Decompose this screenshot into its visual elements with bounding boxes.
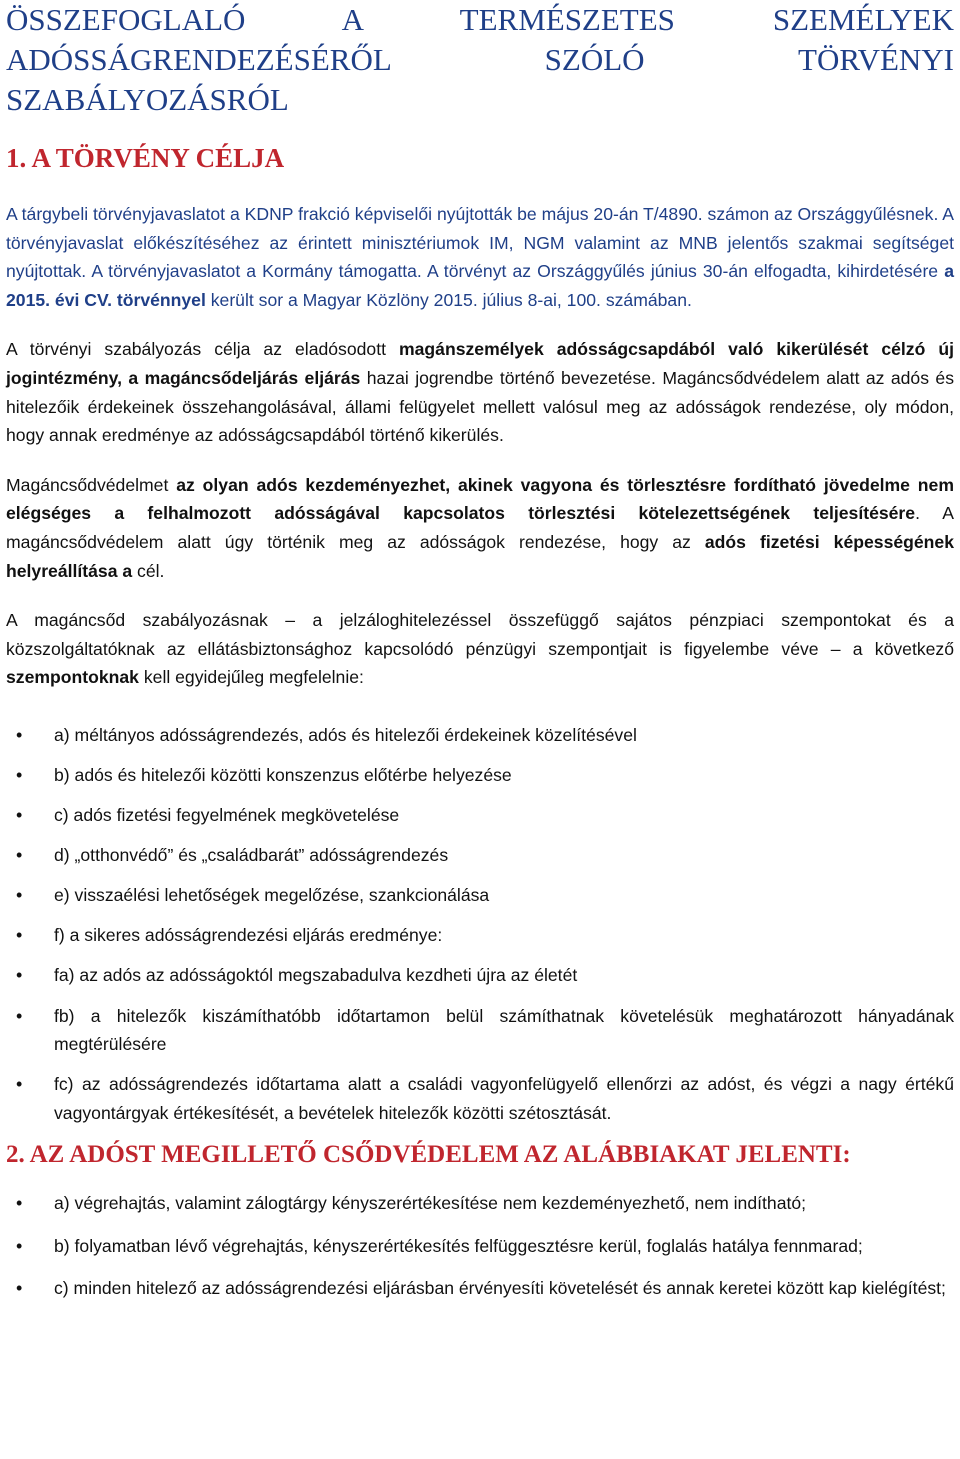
document-title-line-2: ADÓSSÁGRENDEZÉSÉRŐL SZÓLÓ TÖRVÉNYI (6, 42, 954, 77)
bullet-icon: • (16, 1278, 23, 1299)
list-item: • fb) a hitelezők kiszámíthatóbb időtartamon belül számíthatnak követelésük meghatározott hányadának megtérülésére (6, 1002, 954, 1059)
list-item: • c) adós fizetési fegyelmének megkövetelése (6, 801, 954, 830)
bullet-icon: • (16, 1074, 23, 1095)
section-heading-2: 2. AZ ADÓST MEGILLETŐ CSŐDVÉDELEM AZ ALÁBBIAKAT JELENTI: (6, 1140, 851, 1168)
bullet-icon: • (16, 885, 23, 906)
bullet-icon: • (16, 1192, 23, 1213)
paragraph-law-history: A tárgybeli törvényjavaslatot a KDNP frakció képviselői nyújtották be május 20-án T/4890. számon az Országgyűlésnek. A törvényjavaslat előkészítéséhez az érintett minisztériumok IM, NGM valamint az MNB jelentős szakmai segítséget nyújtottak. A törvényjavaslatot a Kormány támogatta. A törvényt az Országgyűlés június 30-án elfogadta, kihirdetésére a 2015. évi CV. törvénnyel került sor a Magyar Közlöny 2015. július 8-ai, 100. számában. (6, 204, 954, 310)
bullet-icon: • (16, 965, 23, 986)
bullet-icon: • (16, 925, 23, 946)
list-item: • a) végrehajtás, valamint zálogtárgy kényszerértékesítése nem kezdeményezhető, nem indítható; (6, 1189, 954, 1218)
paragraph-purpose: A törvényi szabályozás célja az eladósodott magánszemélyek adósságcsapdából való kikerülését célzó új jogintézmény, a magáncsődeljárás eljárás hazai jogrendbe történő bevezetése. Magáncsődvédelem alatt az adós és hitelezőik érdekeinek összehangolásával, állami felügyelet mellett valósul meg az adósságok rendezése, oly módon, hogy annak eredménye az adósságcsapdából történő kikerülés. (6, 339, 954, 446)
section-heading-1: 1. A TÖRVÉNY CÉLJA (6, 143, 285, 173)
paragraph-eligibility: Magáncsődvédelmet az olyan adós kezdeményezhet, akinek vagyona és törlesztésre fordítható jövedelme nem elégséges a felhalmozott adósságával kapcsolatos törlesztési kötelezettségének teljesítésére. A magáncsődvédelem alatt úgy történik meg az adósságok rendezése, hogy az adós fizetési képességének helyreállítása a cél. (6, 474, 954, 581)
list-item: • b) folyamatban lévő végrehajtás, kényszerértékesítés felfüggesztésre kerül, foglalás hatálya fennmarad; (6, 1232, 954, 1261)
list-item: • b) adós és hitelezői közötti konszenzus előtérbe helyezése (6, 761, 954, 790)
bullet-icon: • (16, 765, 23, 785)
list-item: • fc) az adósságrendezés időtartama alatt a családi vagyonfelügyelő ellenőrzi az adóst, és végzi a nagy értékű vagyontárgyak értékesítését, a bevételek hitelezők közötti szétosztását. (6, 1070, 954, 1127)
bullet-icon: • (16, 1005, 23, 1026)
list-item: • f) a sikeres adósságrendezési eljárás eredménye: (6, 921, 954, 950)
bullet-icon: • (16, 724, 23, 745)
bullet-icon: • (16, 845, 23, 866)
list-item: • d) „otthonvédő” és „családbarát” adósságrendezés (6, 841, 954, 870)
document-title-line-1: ÖSSZEFOGLALÓ A TERMÉSZETES SZEMÉLYEK (6, 2, 954, 37)
criteria-list (6, 721, 954, 1128)
list-item: • e) visszaélési lehetőségek megelőzése, szankcionálása (6, 881, 954, 910)
protection-list (6, 1189, 954, 1303)
document-title-line-3: SZABÁLYOZÁSRÓL (6, 82, 289, 117)
list-item: • c) minden hitelező az adósságrendezési eljárásban érvényesíti követelését és annak keretei között kap kielégítést; (6, 1274, 954, 1303)
paragraph-criteria-intro: A magáncsőd szabályozásnak – a jelzáloghitelezéssel összefüggő sajátos pénzpiaci szempontokat és a közszolgáltatóknak az ellátásbiztonsághoz kapcsolódó pénzügyi szempontjait is figyelembe véve – a következő szempontoknak kell egyidejűleg megfelelnie: (6, 610, 954, 688)
bullet-icon: • (16, 805, 23, 826)
list-item: • fa) az adós az adósságoktól megszabadulva kezdheti újra az életét (6, 961, 954, 990)
bullet-icon: • (16, 1235, 23, 1256)
list-item: • a) méltányos adósságrendezés, adós és hitelezői érdekeinek közelítésével (6, 721, 954, 750)
